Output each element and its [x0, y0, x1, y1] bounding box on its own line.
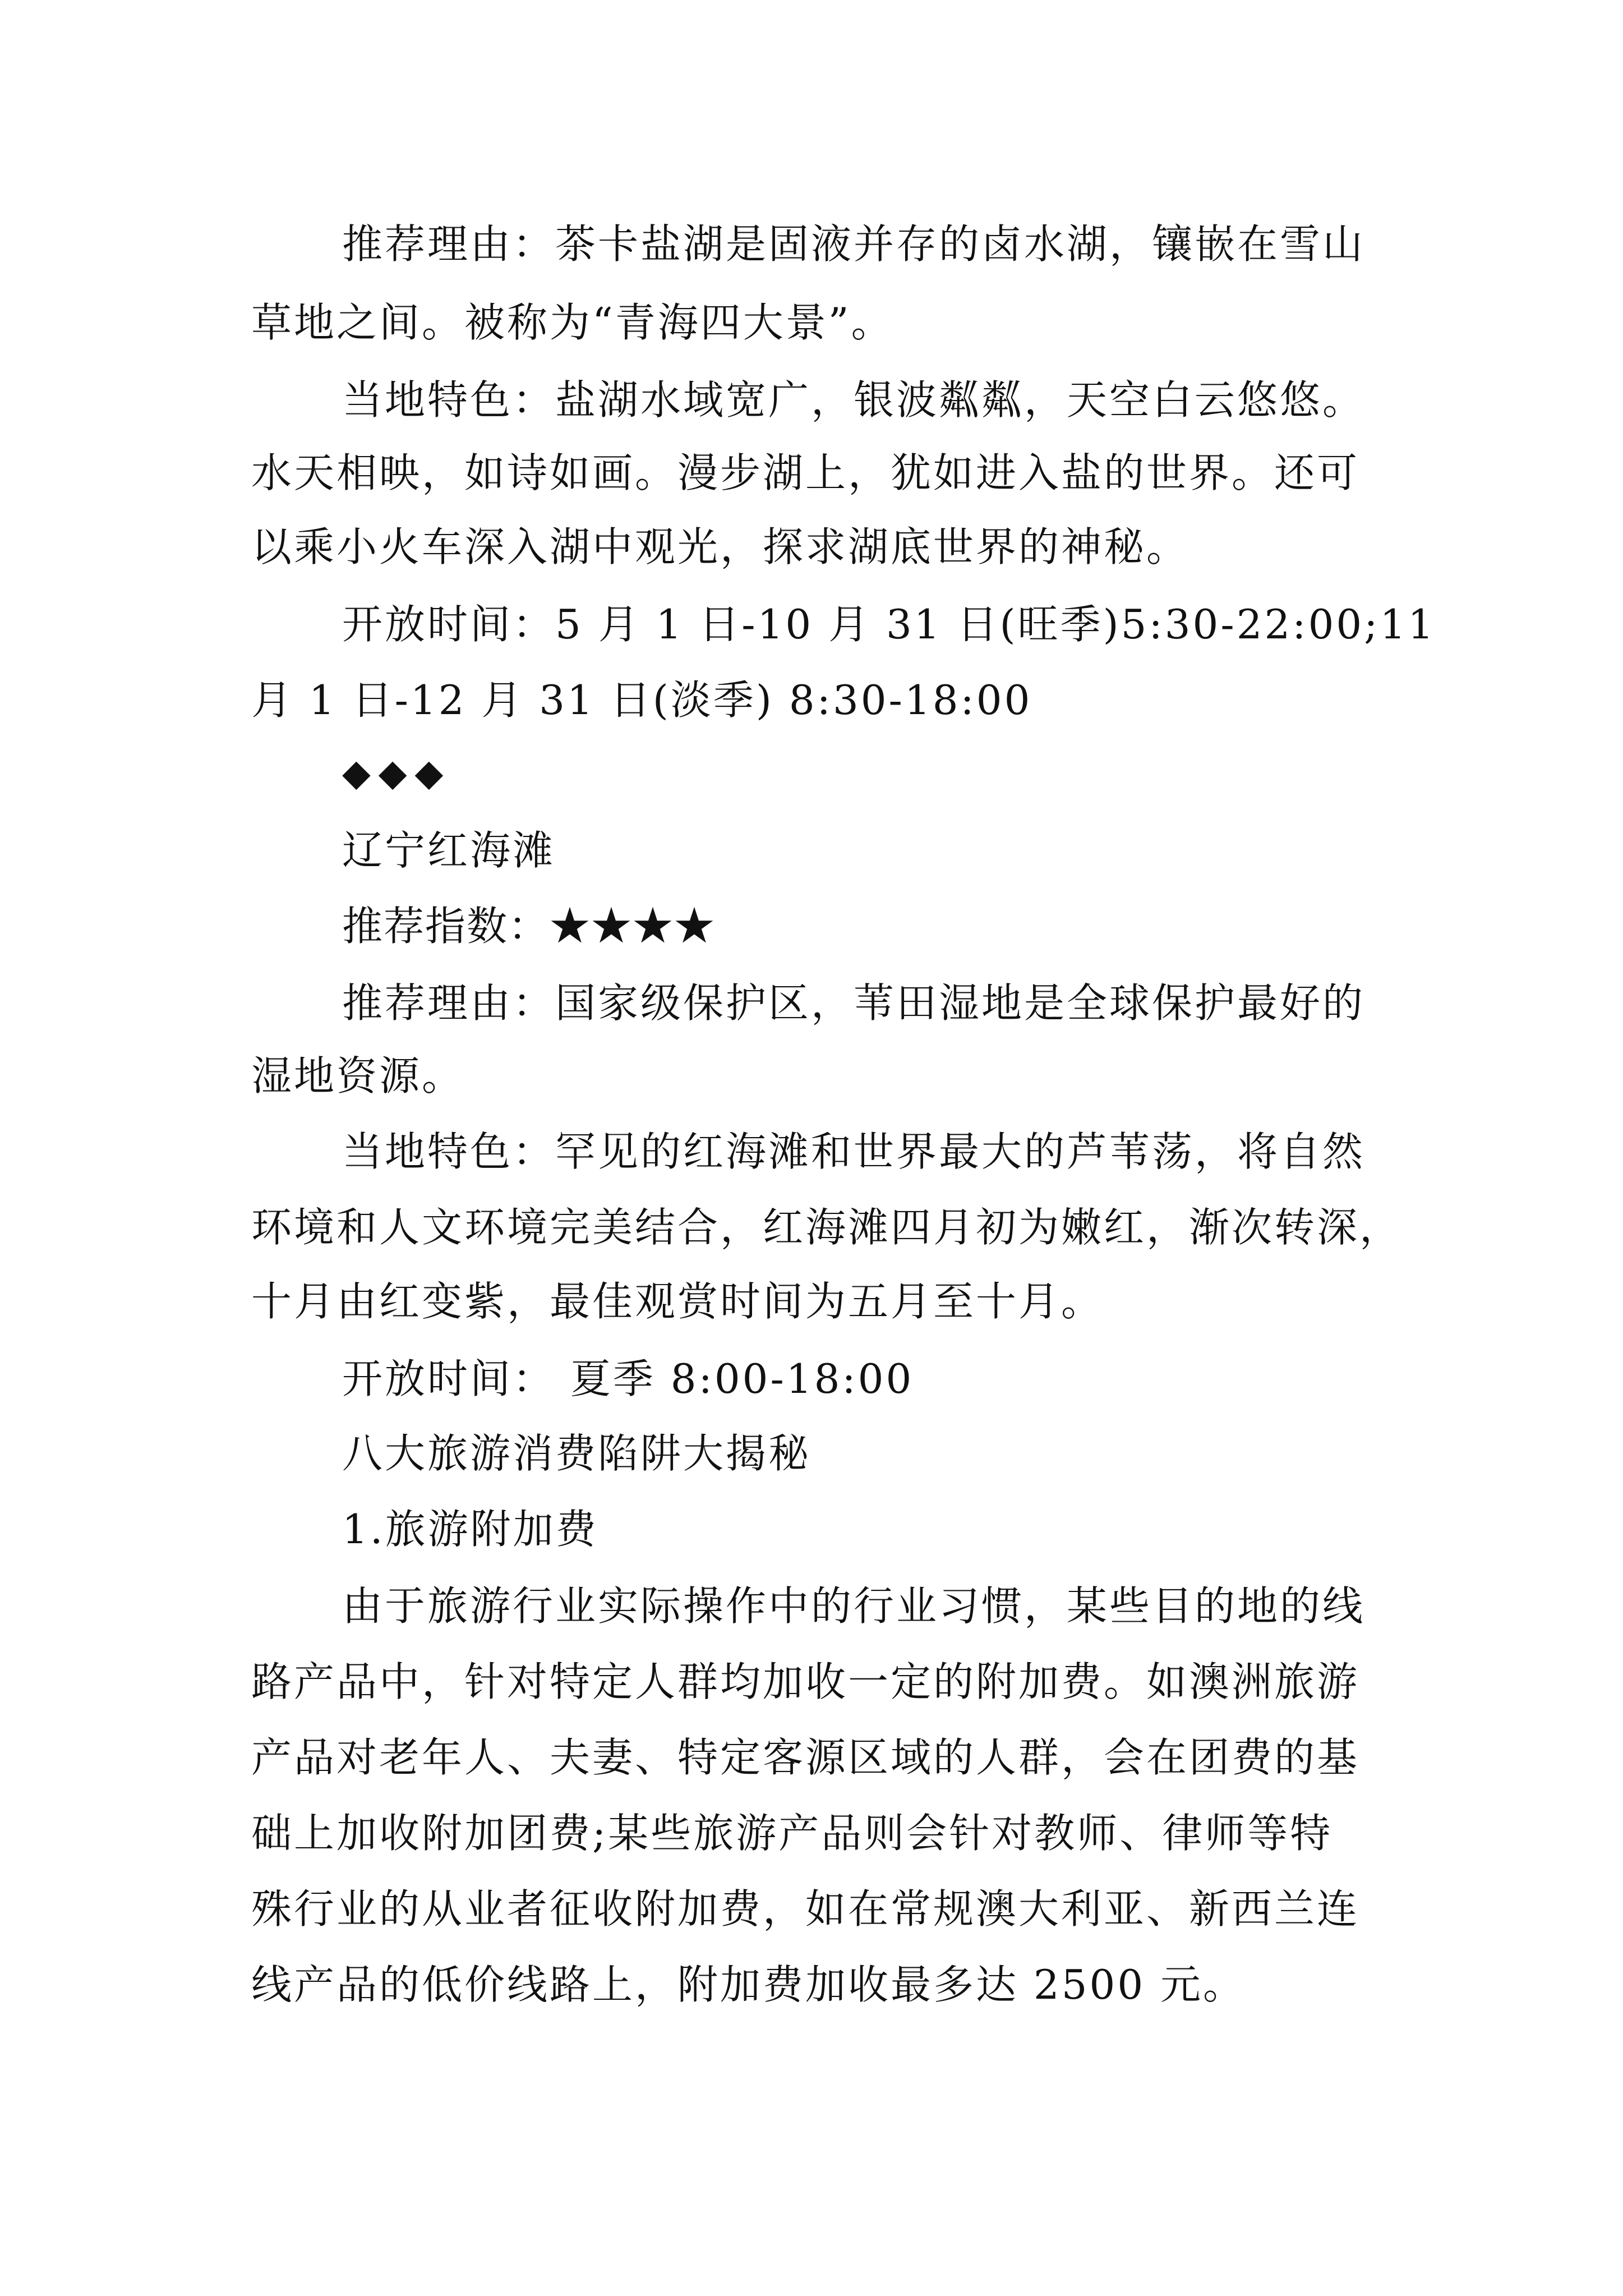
- liaoning-feature-line-3: 十月由红变紫，最佳观赏时间为五月至十月。: [251, 1278, 1104, 1325]
- chaka-reason-line-1: 推荐理由：茶卡盐湖是固液并存的卤水湖，镶嵌在雪山: [342, 220, 1366, 268]
- chaka-feature-line-1: 当地特色：盐湖水域宽广，银波粼粼，天空白云悠悠。: [342, 376, 1366, 424]
- chaka-feature-line-3: 以乘小火车深入湖中观光，探求湖底世界的神秘。: [251, 523, 1189, 570]
- chaka-reason-line-2: 草地之间。被称为“青海四大景”。: [251, 299, 894, 346]
- liaoning-hours: 开放时间： 夏季 8:00-18:00: [342, 1355, 914, 1402]
- trap-1-body-line-4: 础上加收附加团费;某些旅游产品则会针对教师、律师等特: [251, 1810, 1333, 1857]
- liaoning-feature-line-2: 环境和人文环境完美结合，红海滩四月初为嫩红，渐次转深，: [251, 1204, 1403, 1251]
- chaka-hours-line-1: 开放时间：5 月 1 日-10 月 31 日(旺季)5:30-22:00;11: [342, 601, 1436, 648]
- trap-1-body-line-5: 殊行业的从业者征收附加费，如在常规澳大利亚、新西兰连: [251, 1885, 1360, 1932]
- trap-1-body-line-6: 线产品的低价线路上，附加费加收最多达 2500 元。: [251, 1961, 1246, 2008]
- chaka-hours-line-2: 月 1 日-12 月 31 日(淡季) 8:30-18:00: [251, 677, 1032, 724]
- liaoning-feature-line-1: 当地特色：罕见的红海滩和世界最大的芦苇荡，将自然: [342, 1128, 1366, 1175]
- trap-1-heading: 1.旅游附加费: [342, 1506, 598, 1553]
- section-divider-diamonds: ◆◆◆: [342, 751, 451, 794]
- trap-1-body-line-1: 由于旅游行业实际操作中的行业习惯，某些目的地的线: [342, 1582, 1366, 1630]
- chaka-feature-line-2: 水天相映，如诗如画。漫步湖上，犹如进入盐的世界。还可: [251, 449, 1360, 496]
- liaoning-reason-line-1: 推荐理由：国家级保护区，苇田湿地是全球保护最好的: [342, 979, 1366, 1027]
- trap-1-body-line-2: 路产品中，针对特定人群均加收一定的附加费。如澳洲旅游: [251, 1658, 1360, 1705]
- traps-section-title: 八大旅游消费陷阱大揭秘: [342, 1430, 811, 1477]
- liaoning-title: 辽宁红海滩: [342, 827, 556, 874]
- trap-1-body-line-3: 产品对老年人、夫妻、特定客源区域的人群，会在团费的基: [251, 1734, 1360, 1781]
- liaoning-reason-line-2: 湿地资源。: [251, 1052, 465, 1099]
- liaoning-rating: 推荐指数：★★★★: [342, 903, 716, 950]
